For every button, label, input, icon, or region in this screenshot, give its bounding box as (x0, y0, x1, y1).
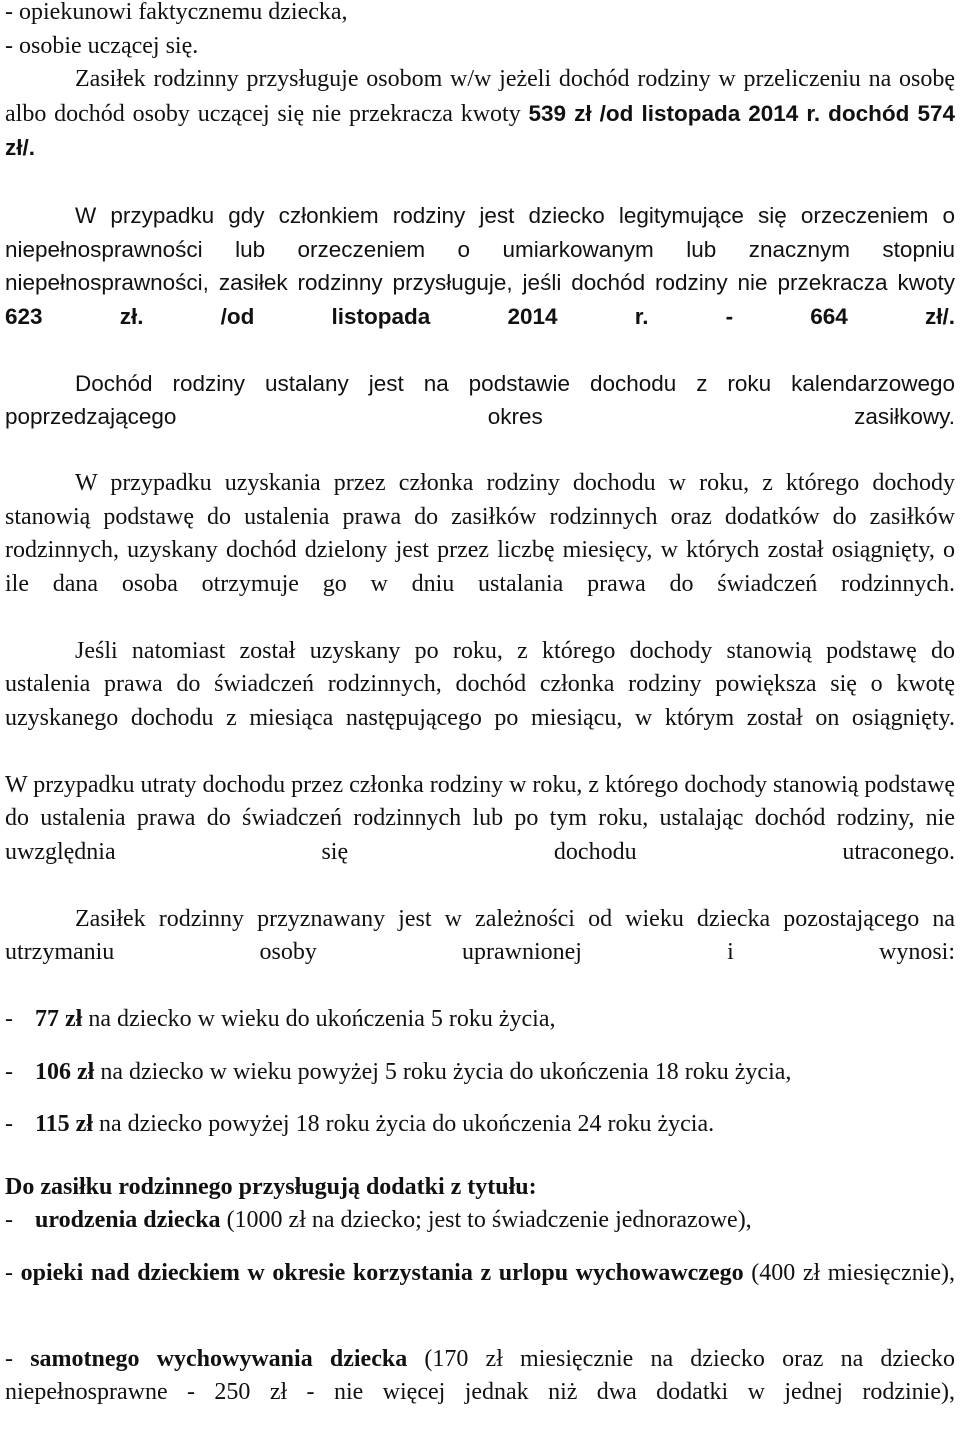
disabled-threshold-amount: 623 zł. /od listopada 2014 r. - 664 zł/. (5, 304, 955, 329)
income-obtained-after-paragraph: Jeśli natomiast został uzyskany po roku, z którego dochody stanowią podstawę do ustalenia prawa do świadczeń rodzinnych, dochód członka rodziny powiększa się o kwotę uzyskanego dochodu z miesiąca następującego po miesiącu, w którym został on osiągnięty. (5, 635, 955, 769)
supplement-text: (1000 zł na dziecko; jest to świadczenie jednorazowe), (221, 1207, 752, 1233)
paragraph-text: W przypadku gdy członkiem rodziny jest dziecko legitymujące się orzeczeniem o niepełnosprawności lub orzeczeniem o umiarkowanym lub znacznym stopniu niepełnosprawności, zasiłek rodzinny przysługuje, jeśli dochód rodziny nie przekracza kwoty (5, 203, 955, 295)
income-threshold-paragraph (5, 63, 955, 199)
supplements-heading: Do zasiłku rodzinnego przysługują dodatki z tytułu: (5, 1171, 955, 1205)
list-dash: - (5, 1204, 35, 1238)
supplement-item (5, 1257, 955, 1324)
amount-value: 115 zł (35, 1111, 93, 1137)
list-dash: - (5, 1108, 35, 1142)
amount-text: na dziecko w wieku do ukończenia 5 roku życia, (82, 1006, 555, 1032)
document-page (5, 0, 955, 1443)
paragraph-text: Zasiłek rodzinny przysługuje osobom w/w jeżeli dochód rodziny w przeliczeniu na osobę albo dochód osoby uczącej się nie przekracza kwoty (5, 66, 955, 127)
supplement-title: samotnego wychowywania dziecka (30, 1346, 407, 1372)
amount-text: na dziecko powyżej 18 roku życia do ukończenia 24 roku życia. (93, 1111, 714, 1137)
amount-item (5, 1108, 955, 1142)
supplement-title: urodzenia dziecka (35, 1207, 221, 1233)
disabled-child-paragraph (5, 199, 955, 367)
income-loss-paragraph: W przypadku utraty dochodu przez członka rodziny w roku, z którego dochody stanowią podstawę do ustalenia prawa do świadczeń rodzinnych lub po tym roku, ustalając dochód rodziny, nie uwzględnia się dochodu utraconego. (5, 769, 955, 903)
supplement-item (5, 1343, 955, 1443)
list-dash: - (5, 1346, 13, 1372)
amount-item (5, 1003, 955, 1037)
supplement-item (5, 1204, 955, 1238)
amount-value: 106 zł (35, 1059, 94, 1085)
amount-text: na dziecko w wieku powyżej 5 roku życia do ukończenia 18 roku życia, (94, 1059, 791, 1085)
supplement-text: (400 zł miesięcznie), (744, 1260, 955, 1286)
list-dash: - (5, 1056, 35, 1090)
list-dash: - (5, 1003, 35, 1037)
amount-item (5, 1056, 955, 1090)
amount-value: 77 zł (35, 1006, 82, 1032)
supplement-text: (170 zł miesięcznie na dziecko oraz na dziecko niepełnosprawne - 250 zł - nie więcej jednak niż dwa dodatki w jednej rodzinie), (5, 1346, 955, 1406)
base-year-paragraph: Dochód rodziny ustalany jest na podstawie dochodu z roku kalendarzowego poprzedzającego okres zasiłkowy. (5, 367, 955, 468)
recipient-line: - opiekunowi faktycznemu dziecka, (5, 0, 955, 30)
list-dash: - (5, 1260, 13, 1286)
amount-intro-paragraph: Zasiłek rodzinny przyznawany jest w zależności od wieku dziecka pozostającego na utrzymaniu osoby uprawnionej i wynosi: (5, 903, 955, 1004)
recipient-line: - osobie uczącej się. (5, 30, 955, 64)
income-threshold-amount: 539 zł /od listopada 2014 r. dochód 574 zł/. (5, 101, 955, 161)
income-obtained-paragraph: W przypadku uzyskania przez członka rodziny dochodu w roku, z którego dochody stanowią podstawę do ustalenia prawa do zasiłków rodzinnych oraz dodatków do zasiłków rodzinnych, uzyskany dochód dzielony jest przez liczbę miesięcy, w których został osiągnięty, o ile dana osoba otrzymuje go w dniu ustalania prawa do świadczeń rodzinnych. (5, 467, 955, 635)
supplement-title: opieki nad dzieckiem w okresie korzystania z urlopu wychowawczego (21, 1260, 744, 1286)
